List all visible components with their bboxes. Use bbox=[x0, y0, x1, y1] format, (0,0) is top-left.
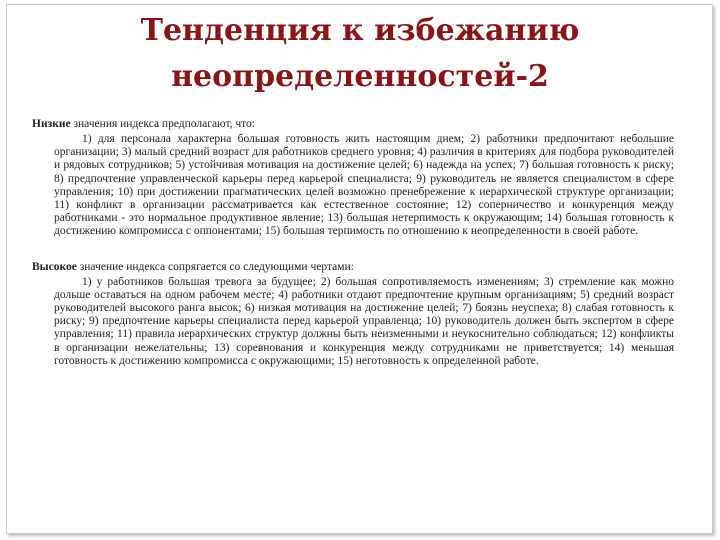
low-index-label: Низкие bbox=[32, 118, 71, 130]
slide-body bbox=[32, 117, 674, 368]
high-index-traits: 1) у работников большая тревога за будущее; 2) большая сопротивляемость изменениям; 3) стремление как можно дольше оставаться на одном рабочем месте; 4) работники отдают предпочтение крупным организациям; 5) средний возраст руководителей высокого ранга высок; 6) низкая мотивация на достижение целей; 7) боязнь неуспеха; 8) слабая готовность к риску; 9) предпочтение карьеры специалиста перед карьерой управленца; 10) руководитель должен быть экспертом в сфере управления; 11) правила иерархических структур должны быть неизменными и неукоснительно соблюдаться; 12) конфликты в организации нежелательны; 13) соревнования и конкуренция между сотрудниками не приветствуется; 14) меньшая готовность к достижению компромисса с окружающими; 15) неготовность к определенной работе. bbox=[54, 275, 674, 367]
high-index-label: Высокое bbox=[32, 260, 77, 273]
low-index-intro bbox=[32, 117, 674, 131]
slide-title bbox=[0, 8, 720, 100]
low-index-traits: 1) для персонала характерна большая готовность жить настоящим днем; 2) работники предпочитают небольшие организации; 3) малый средний возраст для работников среднего уровня; 4) различия в критериях для подбора руководителей и рядовых сотрудников; 5) устойчивая мотивация на достижение целей; 6) надежда на успех; 7) большая готовность к риску; 8) предпочтение управленческой карьеры перед карьерой специалиста; 9) руководитель не является специалистом в сфере управления; 10) при достижении прагматических целей возможно пренебрежение к иерархической структуре организации; 11) конфликт в организации рассматривается как естественное состояние; 12) соперничество и конкуренция между работниками - это нормальное продуктивное явление; 13) большая нетерпимость к окружающим; 14) большая готовность к достижению компромисса с оппонентами; 15) большая терпимость по отношению к неопределенности в своей работе. bbox=[54, 133, 674, 238]
section-spacer bbox=[32, 239, 674, 260]
low-index-intro-text: значения индекса предполагают, что: bbox=[70, 118, 256, 130]
high-index-intro bbox=[32, 260, 674, 274]
high-index-intro-text: значение индекса сопрягается со следующими чертами: bbox=[76, 260, 354, 273]
title-line-2: неопределенностей-2 bbox=[171, 59, 549, 94]
title-line-1: Тенденция к избежанию bbox=[140, 13, 580, 48]
